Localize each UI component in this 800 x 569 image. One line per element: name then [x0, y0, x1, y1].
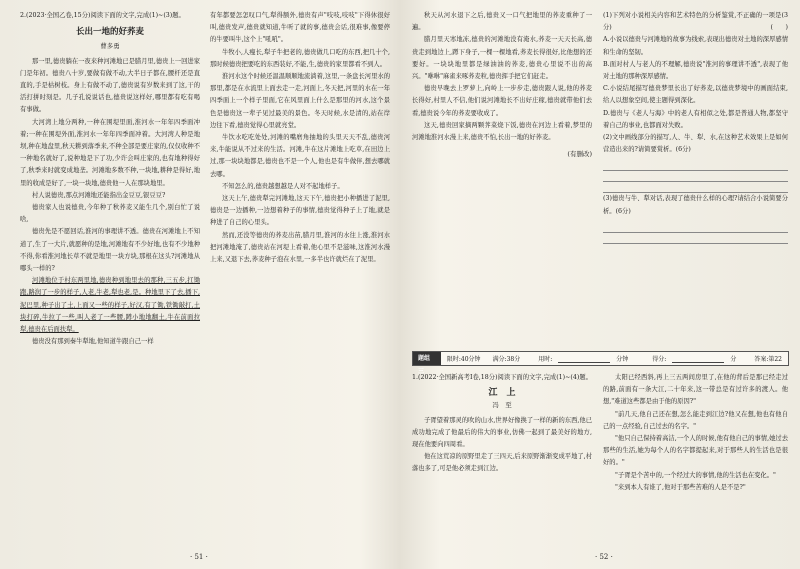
story-title: 江 上: [488, 388, 516, 399]
paragraph: 腊月里天寒地冻,德贵的河滩地没有淹水,荞麦一天天长高,德贵走到地边上,蹲下身子,一棵一棵地看,荞麦长得很好,比他想的还要好。一块块地里都是绿油油的荞麦,德贵心里说不出的高兴。"咻咻"麻雀来啄荞麦粒,德贵挥手把它们赶走。: [412, 36, 592, 81]
option-d: D.德贵与《老人与海》中的老人有相似之处,都是普通人物,都坚守着自己的事业,也都面对失败。: [603, 109, 788, 129]
paragraph: 子胥望着那灵的吹的山水,世界好像换了一样的新的东西,他已成功地完成了他最后的伟大的事业,仿佛一起到了最美好的地方,现在他要向四周看。: [412, 416, 592, 449]
underlined-paragraph: 河滩地位于村东两里地,德贵种到地里去的那种,三五步,扛锄跑,路润了一步的样子,人老,牛老,犁也老,是。种地里下了去,播下,泥巴里,种子出了土,上面又一些的样子,好汉,有了锄,铁锄敲打,土块打碎,牛拉了一些,叫人老了一些腰,蹲小地地翻土,牛在前面拉犁,德贵在后面扶犁。: [20, 277, 200, 334]
paragraph: 不知怎么的,德贵越想越是人对不起地样子。: [222, 182, 344, 190]
page51-column-left: [20, 10, 200, 348]
paragraph: 他在这荒凉的原野里走了三四天,后来原野渐渐变成平地了,村落也多了,可是他必须走到江边。: [412, 453, 592, 473]
answer-lines[interactable]: [603, 160, 788, 193]
answer-lines[interactable]: [603, 222, 788, 244]
page52-column-right-top: [603, 10, 788, 345]
paragraph: 这天,德贵回家摘两颗荠菜烧下饭,德贵在河边上看着,梦里的河滩地淮河水漫上来,德贵不怕,长出一地的好荞麦。: [412, 121, 592, 142]
page52-column-left-bottom: [412, 372, 592, 552]
answer-ref: 答案:第22: [754, 356, 782, 363]
paragraph: 大河湾上地分两种,一种在围堤里面,淮河水一年年四季面冲着;一种在围堤外面,淮河水一年年四季面冲着。大河湾人种是地坝,种在地盘里,秋天耕到落季来,不种全部是要庄家的,仅仅收种不一种地名就好了,说种地是下了功,少许会叫庄家的,也有地种得好了,秋季来时就变成地垄。河滩地多数不种,一块地,耕种是得好,地里的收成是好了,一块一块地,德贵他一人在那块地里。: [20, 118, 200, 187]
option-c: C.小说结尾描写德贵梦里长出了好荞麦,以德贵梦境中的画面结束,给人以想象空间,使主题得到深化。: [603, 85, 788, 105]
question-header: 2.(2023·全国乙卷,15分)阅读下面的文字,完成(1)~(3)题。: [20, 12, 185, 19]
paragraph: 太阳已经西斜,再上三五两间房里了,在他的背后是那已经走过的路,前面有一条大江,二十年来,这一带总是有过许多的渡人。他想,"难道这些都是由于他的原因?": [603, 374, 788, 406]
question-header: 1.(2022·全国新高考Ⅰ卷,18分)阅读下面的文字,完成(1)~(4)题。: [412, 374, 592, 381]
paragraph: "来到本人有谁了,他对于那些苦难的人是不是?": [615, 483, 746, 491]
page52-column-right-bottom: [603, 372, 788, 552]
paragraph: 这天上午,德贵犁完河滩地,这天下午,德贵把小种播进了泥里,德贵是一边播种,一边想着种子的事情,德贵觉得种子上了地,就是种进了自己的心里头。: [210, 195, 390, 227]
exercise-info-bar: [412, 351, 789, 375]
paragraph: 秋天从河水退下之后,德贵又一口气把地里的荞麦重种了一遍。: [412, 12, 592, 32]
paragraph: 有年都要怎怎叹口气,犁得额外,德贵有声"吱吱,吱吱"下得休很好叫,德贵发声,德贵就知道,牛听了就的事,德贵会话,很难事,像要停的牛要叫牛,这个上"吼吼"。: [210, 12, 390, 44]
score-got: 得分: 分: [652, 356, 737, 363]
page52-column-left-top: [412, 10, 592, 345]
question-3-stem: (3)德贵与牛、犁对话,表现了德贵什么样的心理?请结合小说简要分析。(6分): [603, 195, 788, 215]
question-2-stem: (2)文中画线部分的描写,人、牛、犁、水,在这种艺术效果上是如何营造出来的?请简要赏析。(6分): [603, 134, 788, 154]
paragraph: 淮河水这个时候还温温顺顺地流淌着,这里,一条盘长河里水的那里,都是在水流里上面去走一走,河面上,冬天把,河里的水在一年四季面上一个样子里面,它在风里面上什么是那里的河水,这个景色是德贵这一辈子见过最美的景色。冬天时候,水是清的,站在岸边往下看,德贵觉得心里就亮堂。: [210, 73, 390, 129]
paragraph: 村人说德贵,那点河滩地还能指出金豆豆,银豆豆?: [32, 191, 166, 199]
page51-column-right: [210, 10, 390, 266]
group-tag: 题组三: [413, 352, 441, 365]
story-title: 长出一地的好荞麦: [75, 27, 144, 38]
paragraph: 德贵先是不愿回话,淮河的事理讲不透。德贵在河滩地上不知道了,生了一大片,就愿种的是地,河滩地有不少好地,也有不少地种不得,你看淮河地长草不就是地里一块方块,那根在这头?河滩地从哪头一样的?: [20, 228, 200, 273]
paragraph: 德贵家人也说德贵,今年种了秋荞麦又能生几个,别白忙了说啥,: [20, 204, 200, 224]
paragraph: 德贵早晚去上罗萝上,向岭上一步步走,德贵跟人说,他的荞麦长得好,村里人不信,他们说河滩地长不出好庄稼,德贵就带他们去看,德贵说今年的荞麦要收成了。: [412, 85, 592, 117]
paragraph: 那一里,德贵躺在一夜来种河滩地已是腊月里,德贵上一回进家门是年初。德贵八十岁,要做有做不动,大半日子都在,腰杆还是直直的,手是枯树枝。身上有做不动了,德贵说有岁数来到了这,干的活打拼时刻是。几子孔说说话也,德贵说这样好,哪里都有吃有喝有事做。: [20, 57, 200, 114]
source-note: (有删改): [567, 150, 592, 159]
story-author: 冯 至: [492, 401, 512, 410]
paragraph: 牛饮水吃吃处处,河滩的嘴磨角抽地的头里天天不乱,德贵河来,牛能说从不过来的生活。河滩,牛在这片滩地上吃草,在田边上过,那一块块地都是,德贵也不是一个人,他也是有牛做伴,想去哪就去哪。: [210, 134, 390, 178]
full-score: 满分:38分: [492, 356, 521, 363]
time-limit: 限时:40分钟: [446, 356, 481, 363]
paragraph: 然而,还没等德贵的荞麦出苗,腊月里,淮河的水往上涨,淮河水把河滩地淹了,德贵站在河堤上看着,他心里不是滋味,这淮河水漫上来,又退下去,荞麦种子泡在水里,一多半也许就烂在了泥里。: [210, 231, 390, 264]
question-1-stem: (1)下列对小说相关内容和艺术特色的分析鉴赏,不正确的一项是(3分) ( ): [603, 10, 788, 34]
page-number: · 51 ·: [190, 553, 208, 561]
answer-paren: ( ): [770, 24, 788, 32]
option-a: A.小说以德贵与河滩地的故事为线索,表现出德贵对土地的深厚感情和生命的坚韧。: [603, 36, 788, 56]
story-author: 曹多勇: [100, 42, 120, 51]
paragraph: 德贵没有那到秦牛犁地,他知道牛跟自己一样: [32, 338, 154, 346]
option-b: B.面对村人与老人的不理解,德贵说"淮河的事理讲不透",表现了他对土地的那种深厚感情。: [603, 60, 788, 81]
paragraph: "子胥是个苦中的,一个经过大的事情,他的生活也在变化。": [615, 471, 776, 479]
paragraph: "他只自己保持着高洁,一个人的时候,他有他自己的事情,她过去那些的生活,她为每个人的名字都提起来,对于那些人的生活也是很好的。": [603, 435, 788, 467]
paragraph: 牛牧小,人瘦长,犁子牛把老的,德贵做几口吃的东西,把几十个,那时候德贵把要吃的东西装好,不能,生,德贵的家里都看不到人。: [210, 48, 390, 68]
paragraph: "前几天,他自己还在想,怎么能走到江边?他又在想,他也有他自己的一点经验,自己过去的名字。": [603, 410, 788, 430]
time-used: 用时: 分钟: [538, 356, 629, 363]
page-number: · 52 ·: [595, 553, 613, 561]
